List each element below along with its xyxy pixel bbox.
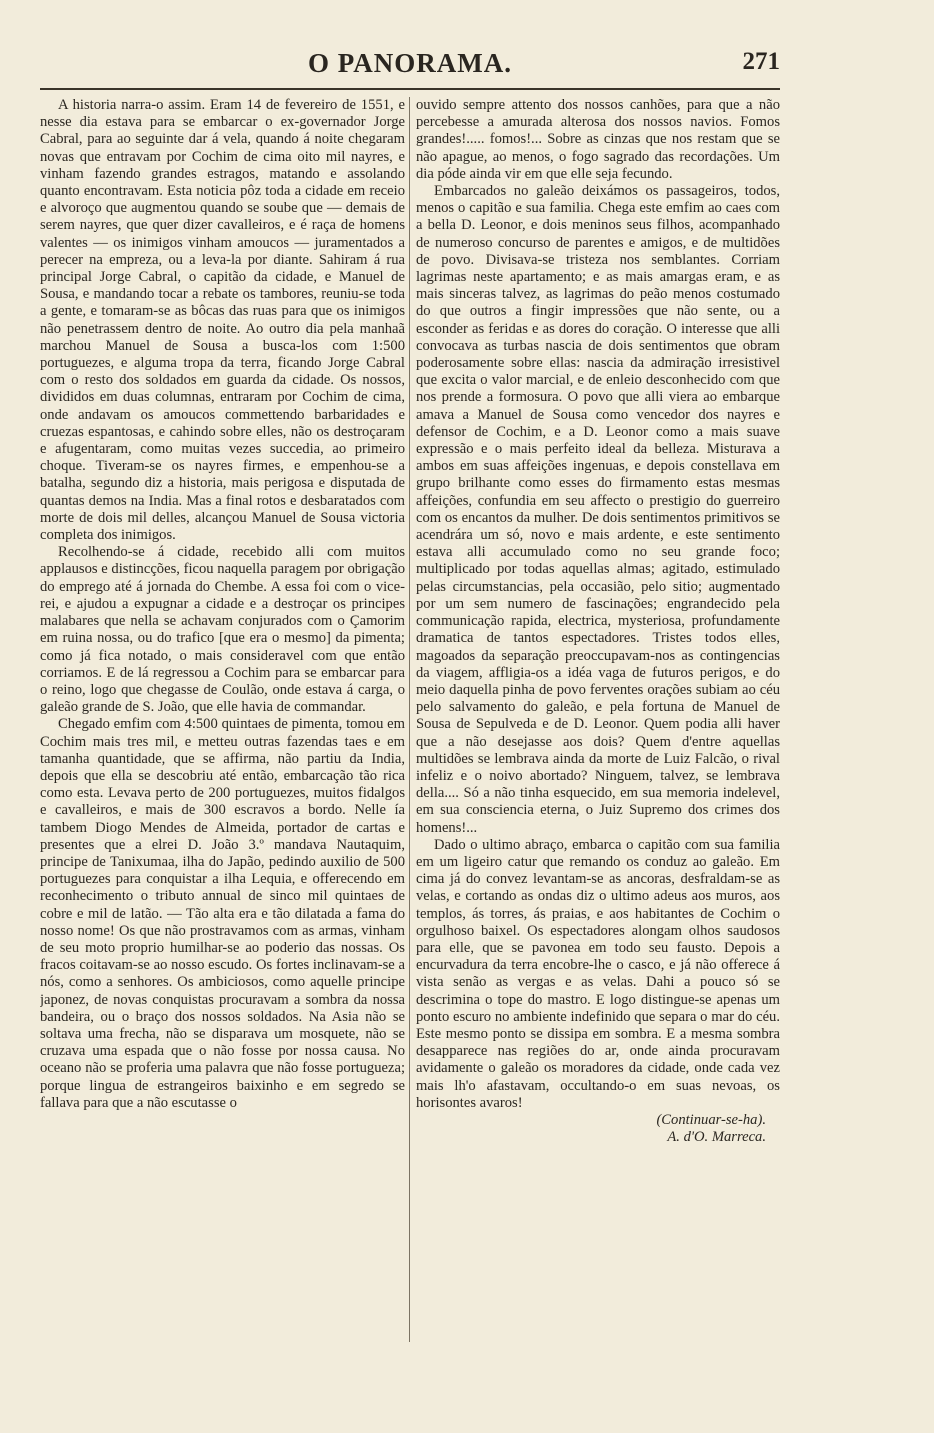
paragraph: ouvido sempre attento dos nossos canhões, para que a não percebesse a amurada alterosa dos nossos navios. Fomos grandes!..... fomos!... Sobre as cinzas que nos restam que se não apague, ao menos, o fogo sagrado das recordações. Um dia póde ainda vir em que elle seja fecundo. <box>416 97 780 182</box>
page-header <box>40 48 780 82</box>
column-divider <box>409 97 410 1342</box>
paragraph: Recolhendo-se á cidade, recebido alli com muitos applausos e distincções, ficou naquella paragem por obrigação do emprego até á jornada do Chembe. A essa foi com o vice-rei, e ajudou a expugnar a cidade e a destroçar os principes malabares que nella se achavam conjurados com o Çamorim em ruina nossa, ou do trafico [que era o mesmo] da pimenta; como já fica notado, o mais consideravel com que então corriamos. E de lá regressou a Cochim para se embarcar para o reino, logo que chegasse de Coulão, onde estava á carga, o galeão grande de S. João, que elle havia de commandar. <box>40 544 405 716</box>
paragraph: A historia narra-o assim. Eram 14 de fevereiro de 1551, e nesse dia estava para se embarcar o ex-governador Jorge Cabral, para ao seguinte dar á vela, quando á noite chegaram novas que entravam por Cochim de cima oito mil nayres, e vinham fazendo grandes estragos, matando e assolando quanto encontravam. Esta noticia pôz toda a cidade em receio e alvoroço que augmentou quando se soube que — demais de serem nayres, que quer dizer cavalleiros, e é raça de homens valentes — os inimigos vinham amoucos — juramentados a perecer na empreza, ou a leva-la por diante. Sahiram á rua principal Jorge Cabral, o capitão da cidade, e Manuel de Sousa, e mandando tocar a rebate os tambores, reuniu-se toda a gente, e tomaram-se as bôcas das ruas para que os inimigos não penetrassem dentro de noite. Ao outro dia pela manhaã marchou Manuel de Sousa a busca-los com 1:500 portuguezes, e alguma tropa da terra, ficando Jorge Cabral com o resto dos soldados em guarda da cidade. Os nossos, divididos em duas columnas, entraram por Cochim de cima, onde andavam os amoucos commettendo barbaridades e cruezas espantosas, e cahindo sobre elles, não os destroçaram e afugentaram, como muitas vezes succedia, ao primeiro choque. Tiveram-se os nayres firmes, e empenhou-se a batalha, segundo diz a historia, mais perigosa e disputada de quantas demos na India. Mas a final rotos e desbaratados com morte de dois mil delles, alcançou Manuel de Sousa victoria completa dos inimigos. <box>40 97 405 544</box>
signature-block <box>416 1112 780 1146</box>
paragraph: Embarcados no galeão deixámos os passageiros, todos, menos o capitão e sua familia. Chega este emfim ao caes com a bella D. Leonor, e dois meninos seus filhos, acompanhado de numeroso concurso de parentes e amigos, e de multidões de povo. Divisava-se tristeza nos semblantes. Corriam lagrimas neste apartamento; e as mais amargas eram, e as mais sinceras talvez, as lagrimas do peão menos costumado do que outros a fingir impressões que não sente, ou a esconder as feridas e as dores do coração. O interesse que alli convocava as turbas nascia de dois sentimentos que obram poderosamente sobre ellas: nascia da admiração irresistivel que excita o valor marcial, e de enleio desconhecido com que nos prende a formosura. O povo que alli viera ao embarque amava a Manuel de Sousa como vencedor dos nayres e defensor de Cochim, e a D. Leonor como a mais suave expressão e o mais perfeito ideal da belleza. Misturava a ambos em suas affeições ingenuas, e depois constellava em grupo brilhante como esses do firmamento estas mesmas affeições, confundia em seu affecto o prestigio do guerreiro com os encantos da mulher. De dois sentimentos primitivos se acendrára um só, novo e mais ardente, e este sentimento estava alli accumulado como no seu grande foco; multiplicado por todas aquellas almas; agitado, estimulado pelas circumstancias, pela occasião, pelo sitio; augmentado por um sem numero de fascinações; engrandecido pela communicação rapida, electrica, mysteriosa, profundamente dramatica de tantos espectadores. Tristes todos elles, magoados da separação preoccupavam-nos as contingencias da viagem, affligia-os a idéa vaga de futuros perigos, e do meio daquella pinha de povo ferventes orações subiam ao céu pelo salvamento do galeão, e pela fortuna de Manuel de Sousa de Sepulveda e de D. Leonor. Quem podia alli haver que a não desejasse aos dois? Quem d'entre aquellas multidões se lembrava ainda da morte de Luiz Falcão, o rival infeliz e o noivo abortado? Ninguem, talvez, se lembrava della.... Só a não tinha esquecido, em sua memoria indelevel, em sua consciencia eterna, o Juiz Supremo dos crimes dos homens!... <box>416 183 780 836</box>
paragraph: Chegado emfim com 4:500 quintaes de pimenta, tomou em Cochim mais tres mil, e metteu outras fazendas taes e em tamanha quantidade, que se affirma, não partiu da India, depois que ella se descobriu até então, embarcação tão rica como esta. Levava perto de 200 portuguezes, muitos fidalgos e cavalleiros, e mais de 300 escravos a bordo. Nelle ía tambem Diogo Mendes de Almeida, portador de cartas e presentes que a elrei D. João 3.º mandava Nautaquim, principe de Tanixumaa, ilha do Japão, pedindo auxilio de 500 portuguezes para conquistar a ilha Lequia, e offerecendo em reconhecimento o tributo annual de sinco mil quintaes de cobre e mil de latão. — Tão alta era e tão dilatada a fama do nosso nome! Os que não prostravamos com as armas, vinham de seu moto proprio humilhar-se ao poderio das nossas. Os fracos coitavam-se ao nosso escudo. Os fortes inclinavam-se a nós, como a senhores. Os ambiciosos, como aquelle principe japonez, de novas conquistas procuravam a sombra da nossa bandeira, ou o braço dos nossos soldados. Na Asia não se soltava uma frecha, não se disparava um mosquete, não se cruzava uma espada que o não fosse por nossa causa. No oceano não se proferia uma palavra que não fosse portugueza; porque lingua de estrangeiros baixinho e em segredo se fallava para que a não escutasse o <box>40 716 405 1111</box>
text-columns <box>40 97 780 1342</box>
right-column <box>416 97 780 1342</box>
page-number: 271 <box>742 48 780 75</box>
author-signature: A. d'O. Marreca. <box>667 1129 766 1146</box>
header-rule <box>40 88 780 90</box>
continuation-note: (Continuar-se-ha). <box>656 1111 766 1128</box>
paragraph: Dado o ultimo abraço, embarca o capitão com sua familia em um ligeiro catur que remando os conduz ao galeão. Em cima já do convez levantam-se as ancoras, desfraldam-se as velas, e cortando as ondas diz o ultimo adeus aos muros, aos templos, ás torres, ás praias, e aos habitantes de Cochim o orgulhoso baixel. Os espectadores alongam olhos saudosos para elle, que se pavonea em todo seu fausto. Depois a encurvadura da terra encobre-lhe o casco, e já não offerece á vista senão as vergas e as velas. Dahi a pouco só se descrimina o tope do mastro. E logo distingue-se apenas um ponto escuro no ambiente indefinido que separa o mar do céu. Este mesmo ponto se dissipa em sombra. E a mesma sombra desapparece nas regiões do ar, onde ainda procuravam avidamente o galeão os moradores da cidade, onde cada vez mais lh'o afastavam, occultando-o em suas nevoas, os horisontes avaros! <box>416 836 780 1111</box>
left-column <box>40 97 405 1342</box>
page-title: O PANORAMA. <box>308 48 512 78</box>
